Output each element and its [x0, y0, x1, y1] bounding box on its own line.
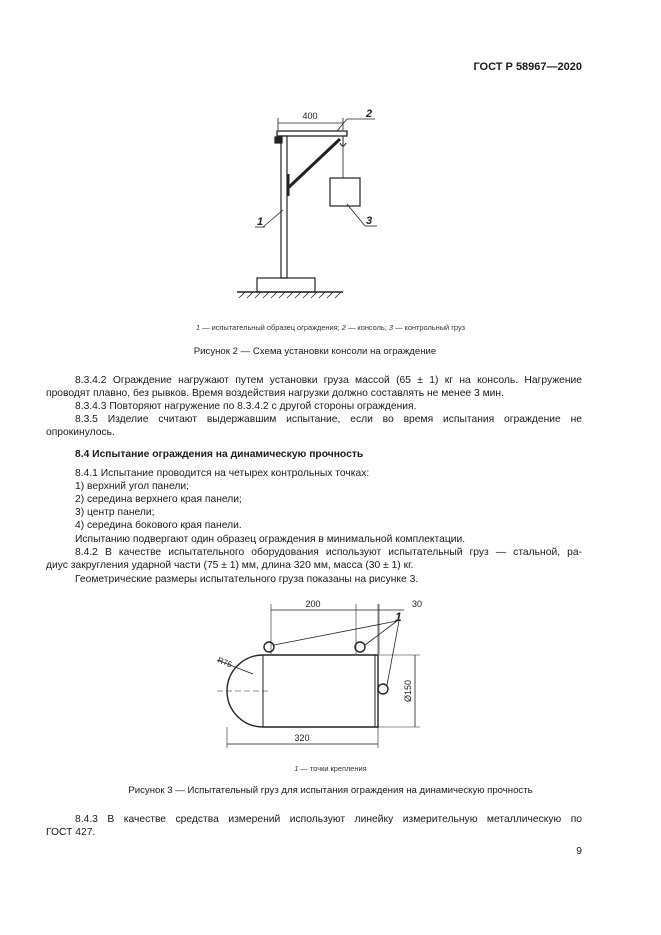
callout-3: 3: [366, 215, 373, 227]
dim-200-label: 200: [305, 599, 321, 609]
para-835-line2: опрокинулось.: [46, 427, 115, 438]
para-841-note: Испытанию подвергают один образец ограждения в минимальной комплектации.: [75, 534, 466, 545]
para-842-line1: 8.4.2 В качестве испытательного оборудования используют испытательный груз — стальной, ра-: [75, 547, 582, 558]
callout-1: 1: [395, 610, 402, 624]
post: [281, 136, 287, 278]
control-weight: [330, 178, 360, 206]
mount-point: [378, 684, 388, 694]
para-8342-line2: проводят плавно, без рывков. Время воздействия нагрузки должно составлять не менее 3 мин.: [46, 388, 504, 399]
console-beam: [277, 131, 347, 136]
dim-r75-label: R75: [216, 655, 234, 670]
callout-1: 1: [257, 216, 264, 228]
page-header: ГОСТ Р 58967—2020: [473, 61, 582, 73]
figure-2-caption: Рисунок 2 — Схема установки консоли на ограждение: [193, 346, 437, 357]
dim-30-label: 30: [411, 599, 423, 609]
dim-320-label: 320: [294, 733, 310, 743]
figure-2-diagram: [225, 100, 395, 310]
para-843-line1: 8.4.3 В качестве средства измерений используют линейку измерительную металлическую по: [75, 814, 582, 825]
section-8-4-heading: 8.4 Испытание ограждения на динамическую прочность: [75, 449, 364, 460]
list-item: 3) центр панели;: [75, 507, 155, 518]
callout-2: 2: [366, 108, 373, 120]
dim-400-label: 400: [302, 111, 318, 121]
para-8342-line1: 8.3.4.2 Ограждение нагружают путем установки груза массой (65 ± 1) кг на консоль. Нагружение: [75, 375, 582, 386]
figure-2-legend: 1 — испытательный образец ограждения; 2 — консоль; 3 — контрольный груз: [195, 323, 466, 332]
mount-point: [355, 642, 365, 652]
mount-point: [264, 642, 274, 652]
list-item: 1) верхний угол панели;: [75, 481, 189, 492]
list-item: 4) середина бокового края панели.: [75, 520, 242, 531]
figure-3-caption: Рисунок 3 — Испытательный груз для испытания ограждения на динамическую прочность: [128, 785, 533, 796]
base: [257, 278, 315, 292]
figure-3-legend: 1 — точки крепления: [294, 764, 367, 773]
page-number: 9: [576, 846, 582, 857]
list-item: 2) середина верхнего края панели;: [75, 494, 242, 505]
para-842-line2: диус закругления ударной части (75 ± 1) мм, длина 320 мм, масса (30 ± 1) кг.: [46, 560, 414, 571]
figure-3-diagram: [205, 596, 430, 756]
para-843-line2: ГОСТ 427.: [46, 827, 96, 838]
para-841: 8.4.1 Испытание проводится на четырех контрольных точках:: [75, 468, 370, 479]
dim-d150-label: Ø150: [403, 679, 413, 703]
para-8343: 8.3.4.3 Повторяют нагружение по 8.3.4.2 с другой стороны ограждения.: [75, 401, 417, 412]
para-835-line1: 8.3.5 Изделие считают выдержавшим испытание, если во время испытания ограждение не: [75, 414, 582, 425]
para-842-ref: Геометрические размеры испытательного груза показаны на рисунке 3.: [75, 574, 419, 585]
